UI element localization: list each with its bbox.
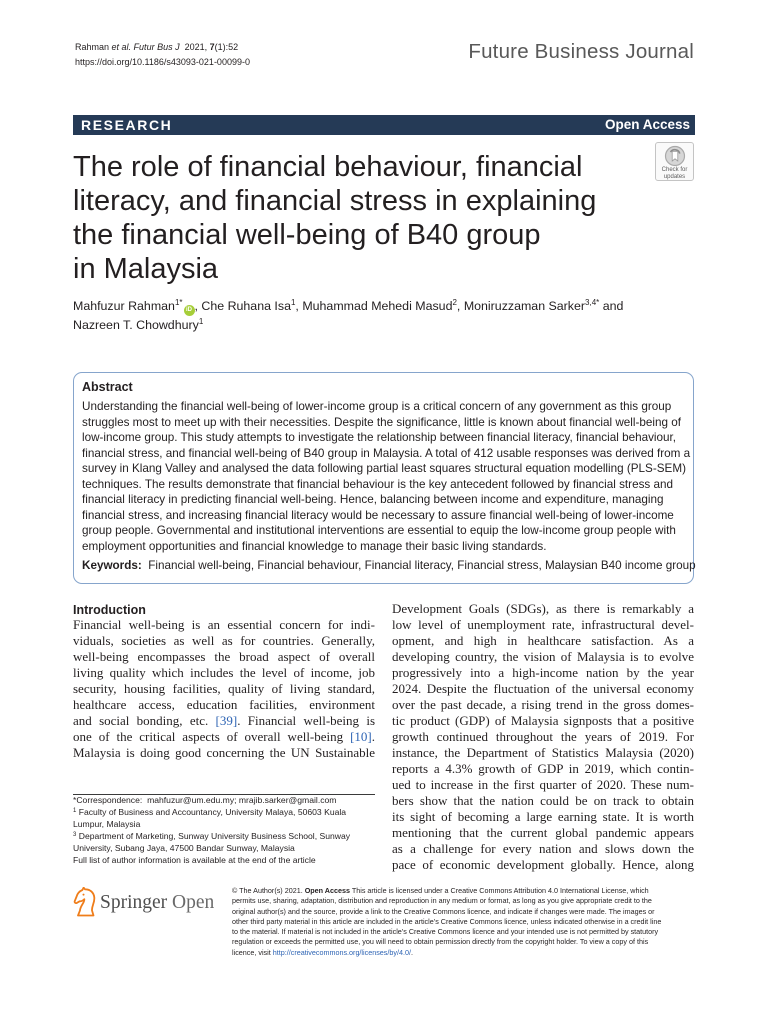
body-text-line: developing country, the vision of Malaysia is to evolve — [392, 649, 694, 664]
citation-link[interactable]: [10] — [350, 729, 372, 744]
author-list — [73, 297, 623, 334]
abstract-body — [82, 399, 690, 554]
article-type-bar — [73, 115, 695, 135]
open-access-badge: Open Access — [604, 117, 690, 132]
license-statement — [232, 886, 661, 958]
body-text-line: tic product (GDP) of Malaysia signposts that a positive — [392, 713, 694, 728]
check-for-updates-text: updates — [663, 173, 686, 180]
body-text-line: security, housing facilities, quality of living standard, — [73, 681, 375, 696]
body-text-line: pace of economic development globally. Hence, along — [392, 857, 694, 872]
logo-primary-text: Springer — [100, 892, 168, 913]
header-author: Rahman — [75, 42, 110, 52]
citation-link[interactable]: [39] — [215, 713, 238, 728]
text-segment: © The Author(s) 2021. — [232, 886, 305, 895]
body-text-line: mentioning that the current global pandemic appears — [392, 825, 694, 840]
article-type-label: RESEARCH — [81, 117, 173, 133]
citation-header — [75, 40, 250, 70]
check-for-updates-text: Check for — [661, 167, 688, 173]
title-line: in Malaysia — [73, 253, 219, 285]
body-text-line: healthcare access, education facilities, environment — [73, 697, 375, 712]
body-text-line: ued to increase in the first quarter of 2020. These num- — [392, 777, 694, 792]
author-separator: , — [295, 299, 299, 313]
body-text-line: opment, and high in healthcare satisfaction. As a — [392, 633, 694, 648]
correspondence-emails[interactable]: mahfuzur@um.edu.my; mrajib.sarker@gmail.com — [147, 795, 337, 805]
abstract-line: low-income group. This study attempts to investigate the relationship between financial literacy, financial behaviour, — [82, 431, 677, 444]
author-name: Muhammad Mehedi Masud — [302, 299, 453, 313]
license-line: to the material. If material is not included in the article’s Creative Commons licence and your intended use is not permitted by statutory — [232, 927, 659, 937]
author-separator: , — [456, 299, 461, 313]
license-line: other third party material in this article are included in the article’s Creative Commons licence, unless indicated otherwise in a credit line — [232, 916, 662, 926]
keywords-label: Keywords: — [82, 559, 142, 572]
author-name: Mahfuzur Rahman — [73, 299, 175, 313]
text-segment: licence, visit — [232, 947, 273, 957]
affiliation-line — [73, 807, 350, 819]
license-line: original author(s) and the source, provide a link to the Creative Commons licence, and indicate if changes were made. The images or — [232, 906, 655, 916]
body-column-right — [392, 601, 694, 873]
body-text-line — [73, 713, 375, 729]
body-text-line: progressively into a high-income nation by the year — [392, 665, 694, 680]
author-affiliation-marker: 1 — [290, 298, 296, 307]
body-text-line: over the past decade, a rising trend in the gross domes- — [392, 697, 694, 712]
license-line: regulation or exceeds the permitted use, you will need to obtain permission directly from the copyright holder. To view a copy of this — [232, 937, 649, 947]
doi-link[interactable]: https://doi.org/10.1186/s43093-021-00099-0 — [75, 57, 250, 67]
abstract-line: employment opportunities and financial knowledge to manage their basic living standards. — [82, 539, 547, 553]
abstract-line: financial stress, and financial well-being of B40 group in Malaysia. A total of 412 usable responses was derived from a — [82, 446, 691, 460]
license-line — [232, 948, 661, 958]
abstract-line: financial literacy in predicting financial well-being. Hence, balancing between income and expenditure, managing — [82, 493, 664, 506]
body-text-line: 2024. Despite the fluctuation of the universal economy — [392, 681, 694, 696]
title-line: The role of financial behaviour, financial — [73, 151, 583, 183]
text-segment: This article is licensed under a Creative Commons Attribution 4.0 International License, which — [349, 886, 649, 895]
body-text-line: as a challenge for every nation and slows down the — [392, 841, 694, 856]
body-text-line: its sight of becoming a large earning state. It is worth — [392, 809, 694, 824]
author-conjunction: and — [602, 299, 624, 313]
springer-open-wordmark — [100, 891, 214, 915]
license-line: permits use, sharing, adaptation, distribution and reproduction in any medium or format, as long as you give appropriate credit to the — [232, 896, 652, 906]
author-affiliation-marker: 1* — [174, 298, 183, 307]
affiliation-text: Department of Marketing, Sunway University Business School, Sunway — [78, 830, 351, 841]
author-name: Nazreen T. Chowdhury — [73, 318, 199, 332]
section-heading-introduction: Introduction — [73, 603, 146, 617]
body-column-left — [73, 617, 375, 761]
author-affiliation-marker: 3,4* — [585, 298, 600, 307]
header-journal-abbrev: et al. Futur Bus J — [111, 42, 180, 52]
doi-line — [75, 55, 250, 70]
affiliation-text: Faculty of Business and Accountancy, University Malaya, 50603 Kuala — [78, 806, 347, 817]
abstract-line: techniques. The results demonstrate that financial behaviour is the key antecedent followed by financial stress and — [82, 477, 674, 491]
text-segment: . — [410, 947, 413, 957]
abstract-line: financial stress, and increasing financial literacy would be necessary to assure financial well-being of lower-income — [82, 508, 674, 522]
author-affiliation-marker: 1 — [198, 317, 204, 326]
article-title — [73, 150, 596, 286]
body-text-line: reports a 4.3% growth of GDP in 2019, which contin- — [392, 761, 694, 776]
text-segment: . — [371, 729, 375, 744]
author-name: Moniruzzaman Sarker — [463, 299, 586, 313]
abstract-line: group people. Governmental and institutional interventions are essential to equip the low-income group people with — [82, 524, 676, 537]
journal-name: Future Business Journal — [468, 40, 694, 63]
affiliation-line — [73, 831, 350, 843]
header-volume: 7 — [209, 42, 215, 52]
header-year: 2021, — [184, 42, 208, 52]
orcid-icon[interactable]: iD — [184, 305, 195, 316]
text-segment: and social bonding, etc. — [73, 713, 216, 728]
title-line: the financial well-being of B40 group — [73, 219, 541, 251]
abstract-heading: Abstract — [82, 380, 133, 394]
body-text-line: growth continued throughout the years of 2019. For — [392, 729, 694, 744]
abstract-line: struggles most to meet up with their necessities. Despite the significance, little is known about financial well-being of — [82, 415, 681, 429]
author-name: Che Ruhana Isa — [201, 299, 291, 313]
citation-line — [75, 40, 250, 55]
affiliation-line: University, Subang Jaya, 47500 Bandar Sunway, Malaysia — [73, 842, 295, 853]
body-text-line: viduals, societies as well as for countries. Generally, — [73, 633, 375, 648]
body-text-line — [73, 729, 375, 745]
keywords — [82, 558, 696, 574]
header-issue-page: (1):52 — [214, 42, 239, 52]
correspondence-line — [73, 795, 350, 807]
body-text-line: Malaysia is doing good concerning the UN Sustainable — [73, 745, 375, 760]
license-line — [232, 886, 661, 896]
abstract-line: survey in Klang Valley and analysed the data following partial least squares structural equation modelling (PLS-SEM) — [82, 462, 686, 475]
springer-knight-icon — [73, 887, 97, 917]
check-for-updates-badge[interactable] — [655, 142, 694, 181]
footnotes — [73, 795, 350, 866]
author-info-note: Full list of author information is available at the end of the article — [73, 854, 316, 865]
abstract-box — [73, 372, 694, 584]
body-text-line: well-being encompasses the broad aspect of overall — [73, 649, 375, 664]
affiliation-marker: 3 — [73, 831, 77, 838]
body-text-line: Development Goals (SDGs), as there is remarkably a — [392, 601, 694, 616]
body-text-line: low level of unemployment rate, infrastructural devel- — [392, 617, 694, 632]
body-text-line: Financial well-being is an essential concern for indi- — [73, 617, 375, 632]
check-for-updates-icon — [664, 145, 686, 167]
affiliation-line: Lumpur, Malaysia — [73, 818, 141, 829]
body-text-line: instance, the Department of Statistics Malaysia (2020) — [392, 745, 694, 760]
body-text-line: bers show that the nation could be on track to obtain — [392, 793, 694, 808]
author-separator: , — [194, 299, 198, 313]
title-line: literacy, and financial stress in explaining — [73, 185, 597, 217]
open-access-label: Open Access — [304, 886, 350, 895]
affiliation-marker: 1 — [73, 807, 77, 814]
body-text-line: living quality which includes the level of income, job — [73, 665, 375, 680]
text-segment: one of the critical aspects of overall well-being — [73, 729, 351, 744]
logo-secondary-text: Open — [172, 892, 215, 913]
text-segment: . Financial well-being is — [237, 713, 375, 728]
author-affiliation-marker: 2 — [452, 298, 457, 307]
abstract-line: Understanding the financial well-being of lower-income group is a critical concern of any government as this group — [82, 400, 672, 413]
keywords-value: Financial well-being, Financial behaviour, Financial literacy, Financial stress, Malaysian B40 income group — [148, 559, 696, 572]
license-url-link[interactable]: http://creativecommons.org/licenses/by/4.0/ — [272, 947, 411, 957]
correspondence-label: *Correspondence: — [73, 795, 143, 805]
